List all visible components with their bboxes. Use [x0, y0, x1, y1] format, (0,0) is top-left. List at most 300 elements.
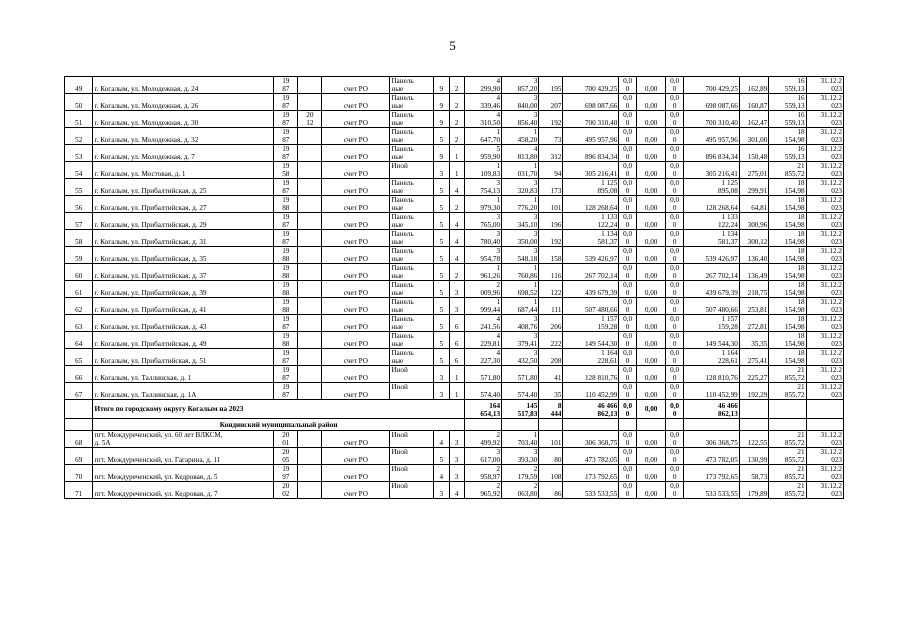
local-budget-cell: 0,0 0 [666, 179, 684, 196]
wall-material-cell: Иной [390, 465, 434, 482]
budget-cell: 0,00 [636, 162, 666, 179]
fund-share-cell: 0,0 0 [619, 465, 637, 482]
cost-cell: 495 957,96 [563, 128, 619, 145]
deadline-cell: 31.12.2 023 [806, 162, 843, 179]
deadline-cell: 31.12.2 023 [806, 332, 843, 349]
table-row [65, 264, 844, 281]
row-number: 56 [65, 196, 93, 213]
budget-cell: 0,00 [636, 230, 666, 247]
address-cell: г. Когалым, ул. Прибалтийская, д. 43 [93, 315, 274, 332]
wall-material-cell: Иной [390, 431, 434, 448]
total-area-cell: 3 954,78 [464, 247, 501, 264]
local-budget-cell: 0,0 0 [666, 247, 684, 264]
residents-cell: 86 [539, 482, 563, 499]
table-row [65, 128, 844, 145]
floors-cell: 5 [434, 196, 449, 213]
deadline-cell: 31.12.2 023 [806, 128, 843, 145]
unit-cost-cell: 300,96 [739, 213, 769, 230]
row-number: 64 [65, 332, 93, 349]
cost-cell: 473 782,05 [563, 448, 619, 465]
total-empty-cell [739, 400, 769, 419]
deadline-cell: 31.12.2 023 [806, 315, 843, 332]
local-budget-cell: 0,0 0 [666, 298, 684, 315]
unit-cost-cell: 122,55 [739, 431, 769, 448]
deadline-cell: 31.12.2 023 [806, 281, 843, 298]
cost-cell: 698 087,66 [563, 94, 619, 111]
year-repair-cell [298, 77, 322, 94]
deadline-cell: 31.12.2 023 [806, 298, 843, 315]
limit-cost-cell: 21 855,72 [769, 366, 806, 383]
budget-cell: 0,00 [636, 465, 666, 482]
budget-cell: 0,00 [636, 128, 666, 145]
table-row [65, 213, 844, 230]
total-area-cell: 1 109,83 [464, 162, 501, 179]
total-area-cell: 574,40 [464, 383, 501, 400]
living-area-cell: 3 548,18 [502, 247, 539, 264]
fund-method-cell: счет РО [322, 366, 390, 383]
budget-cell: 0,00 [636, 247, 666, 264]
wall-material-cell: Панель ные [390, 315, 434, 332]
fund-method-cell: счет РО [322, 482, 390, 499]
deadline-cell: 31.12.2 023 [806, 448, 843, 465]
cost-cell: 507 480,66 [563, 298, 619, 315]
fund-share-cell: 0,0 0 [619, 383, 637, 400]
budget-cell: 0,00 [636, 298, 666, 315]
cost-cell: 110 452,99 [563, 383, 619, 400]
address-cell: пгт. Междуреченский, ул. Гагарина, д. 11 [93, 448, 274, 465]
table-row [65, 349, 844, 366]
capital-repair-table [64, 76, 844, 499]
table-row [65, 383, 844, 400]
total-owner-funds: 46 466 862,13 [683, 400, 739, 419]
table-row [65, 179, 844, 196]
fund-share-cell: 0,0 0 [619, 366, 637, 383]
owner-funds-cell: 305 216,41 [683, 162, 739, 179]
row-number: 49 [65, 77, 93, 94]
deadline-cell: 31.12.2 023 [806, 349, 843, 366]
budget-cell: 0,00 [636, 366, 666, 383]
entrances-cell: 3 [449, 281, 464, 298]
limit-cost-cell: 18 154,98 [769, 230, 806, 247]
residents-cell: 206 [539, 315, 563, 332]
wall-material-cell: Иной [390, 448, 434, 465]
living-area-cell: 1 776,20 [502, 196, 539, 213]
owner-funds-cell: 507 480,66 [683, 298, 739, 315]
limit-cost-cell: 18 154,98 [769, 196, 806, 213]
owner-funds-cell: 1 134 581,37 [683, 230, 739, 247]
address-cell: г. Когалым, ул. Молодежная, д. 32 [93, 128, 274, 145]
row-number: 59 [65, 247, 93, 264]
unit-cost-cell: 162,47 [739, 111, 769, 128]
year-built-cell: 19 97 [274, 465, 298, 482]
entrances-cell: 6 [449, 332, 464, 349]
entrances-cell: 2 [449, 77, 464, 94]
unit-cost-cell: 218,75 [739, 281, 769, 298]
owner-funds-cell: 1 164 228,61 [683, 349, 739, 366]
deadline-cell: 31.12.2 023 [806, 264, 843, 281]
fund-method-cell: счет РО [322, 145, 390, 162]
address-cell: г. Когалым, ул. Молодежная, д. 24 [93, 77, 274, 94]
year-repair-cell [298, 230, 322, 247]
residents-cell: 195 [539, 77, 563, 94]
unit-cost-cell: 162,89 [739, 77, 769, 94]
entrances-cell: 6 [449, 349, 464, 366]
row-number: 52 [65, 128, 93, 145]
address-cell: г. Когалым, ул. Молодежная, д. 30 [93, 111, 274, 128]
cost-cell: 149 544,30 [563, 332, 619, 349]
budget-cell: 0,00 [636, 77, 666, 94]
living-area-cell: 1 031,70 [502, 162, 539, 179]
floors-cell: 5 [434, 264, 449, 281]
owner-funds-cell: 439 679,39 [683, 281, 739, 298]
fund-method-cell: счет РО [322, 298, 390, 315]
fund-method-cell: счет РО [322, 349, 390, 366]
table-row [65, 94, 844, 111]
total-area-cell: 1 961,26 [464, 264, 501, 281]
row-number: 63 [65, 315, 93, 332]
address-cell: пгт. Междуреченский, ул. Кедровая, д. 7 [93, 482, 274, 499]
year-built-cell: 19 87 [274, 145, 298, 162]
fund-share-cell: 0,0 0 [619, 111, 637, 128]
entrances-cell: 4 [449, 247, 464, 264]
fund-method-cell: счет РО [322, 213, 390, 230]
page-number: 5 [449, 38, 456, 53]
total-area-cell: 4 241,56 [464, 315, 501, 332]
unit-cost-cell: 225,27 [739, 366, 769, 383]
wall-material-cell: Панель ные [390, 111, 434, 128]
living-area-cell: 3 408,76 [502, 315, 539, 332]
unit-cost-cell: 299,91 [739, 179, 769, 196]
total-area-cell: 3 754,13 [464, 179, 501, 196]
owner-funds-cell: 533 533,55 [683, 482, 739, 499]
address-cell: г. Когалым, ул. Прибалтийская, д. 25 [93, 179, 274, 196]
budget-cell: 0,00 [636, 264, 666, 281]
table-row [65, 247, 844, 264]
fund-share-cell: 0,0 0 [619, 162, 637, 179]
entrances-cell: 1 [449, 145, 464, 162]
row-number: 57 [65, 213, 93, 230]
fund-share-cell: 0,0 0 [619, 196, 637, 213]
limit-cost-cell: 16 559,13 [769, 77, 806, 94]
living-area-cell: 2 063,80 [502, 482, 539, 499]
floors-cell: 5 [434, 247, 449, 264]
cost-cell: 533 533,55 [563, 482, 619, 499]
deadline-cell: 31.12.2 023 [806, 366, 843, 383]
wall-material-cell: Панель ные [390, 196, 434, 213]
year-built-cell: 19 88 [274, 264, 298, 281]
year-repair-cell [298, 465, 322, 482]
total-area-cell: 4 299,90 [464, 77, 501, 94]
wall-material-cell: Панель ные [390, 213, 434, 230]
living-area-cell: 2 179,59 [502, 465, 539, 482]
local-budget-cell: 0,0 0 [666, 145, 684, 162]
table-row [65, 230, 844, 247]
address-cell: г. Когалым, ул. Прибалтийская, д. 37 [93, 264, 274, 281]
address-cell: г. Когалым, ул. Мостовая, д. 1 [93, 162, 274, 179]
address-cell: г. Когалым, ул. Прибалтийская, д. 31 [93, 230, 274, 247]
limit-cost-cell: 18 154,98 [769, 179, 806, 196]
wall-material-cell: Панель ные [390, 145, 434, 162]
fund-share-cell: 0,0 0 [619, 482, 637, 499]
year-built-cell: 19 88 [274, 247, 298, 264]
fund-share-cell: 0,0 0 [619, 77, 637, 94]
budget-cell: 0,00 [636, 448, 666, 465]
unit-cost-cell: 272,81 [739, 315, 769, 332]
floors-cell: 5 [434, 448, 449, 465]
fund-method-cell: счет РО [322, 465, 390, 482]
limit-cost-cell: 16 559,13 [769, 94, 806, 111]
year-repair-cell [298, 264, 322, 281]
living-area-cell: 1 458,20 [502, 128, 539, 145]
table-row [65, 77, 844, 94]
fund-method-cell: счет РО [322, 94, 390, 111]
table-row [65, 196, 844, 213]
unit-cost-cell: 64,81 [739, 196, 769, 213]
local-budget-cell: 0,0 0 [666, 465, 684, 482]
floors-cell: 5 [434, 315, 449, 332]
limit-cost-cell: 18 154,98 [769, 128, 806, 145]
deadline-cell: 31.12.2 023 [806, 482, 843, 499]
entrances-cell: 4 [449, 179, 464, 196]
fund-share-cell: 0,0 0 [619, 179, 637, 196]
owner-funds-cell: 1 125 895,08 [683, 179, 739, 196]
deadline-cell: 31.12.2 023 [806, 431, 843, 448]
local-budget-cell: 0,0 0 [666, 128, 684, 145]
floors-cell: 5 [434, 349, 449, 366]
limit-cost-cell: 21 855,72 [769, 448, 806, 465]
owner-funds-cell: 149 544,30 [683, 332, 739, 349]
budget-cell: 0,00 [636, 281, 666, 298]
row-number: 50 [65, 94, 93, 111]
total-area-cell: 2 965,92 [464, 482, 501, 499]
limit-cost-cell: 16 559,13 [769, 145, 806, 162]
year-built-cell: 20 02 [274, 482, 298, 499]
limit-cost-cell: 18 154,98 [769, 332, 806, 349]
total-empty-cell [806, 400, 843, 419]
limit-cost-cell: 21 855,72 [769, 383, 806, 400]
row-number: 68 [65, 431, 93, 448]
table-row [65, 448, 844, 465]
year-repair-cell [298, 383, 322, 400]
cost-cell: 128 810,76 [563, 366, 619, 383]
floors-cell: 5 [434, 298, 449, 315]
wall-material-cell: Иной [390, 482, 434, 499]
living-area-cell: 3 379,41 [502, 332, 539, 349]
owner-funds-cell: 698 087,66 [683, 94, 739, 111]
entrances-cell: 3 [449, 448, 464, 465]
total-label: Итого по городскому округу Когалым на 2023 [93, 400, 464, 419]
table-row [65, 465, 844, 482]
cost-cell: 700 429,25 [563, 77, 619, 94]
row-number: 71 [65, 482, 93, 499]
year-repair-cell [298, 366, 322, 383]
cost-cell: 173 792,65 [563, 465, 619, 482]
year-built-cell: 20 05 [274, 448, 298, 465]
year-built-cell: 19 88 [274, 332, 298, 349]
table-row [65, 162, 844, 179]
total-area-cell: 2 499,92 [464, 431, 501, 448]
entrances-cell: 1 [449, 366, 464, 383]
floors-cell: 9 [434, 94, 449, 111]
year-built-cell: 19 87 [274, 383, 298, 400]
local-budget-cell: 0,0 0 [666, 196, 684, 213]
living-area-cell: 1 687,44 [502, 298, 539, 315]
limit-cost-cell: 18 154,98 [769, 349, 806, 366]
cost-cell: 267 702,14 [563, 264, 619, 281]
local-budget-cell: 0,0 0 [666, 94, 684, 111]
address-cell: г. Когалым, ул. Прибалтийская, д. 35 [93, 247, 274, 264]
address-cell: пгт. Междуреченский, ул. 60 лет ВЛКСМ, д. 5А [93, 431, 274, 448]
floors-cell: 4 [434, 431, 449, 448]
limit-cost-cell: 21 855,72 [769, 465, 806, 482]
year-repair-cell [298, 196, 322, 213]
year-repair-cell [298, 482, 322, 499]
unit-cost-cell: 35,35 [739, 332, 769, 349]
living-area-cell: 3 345,10 [502, 213, 539, 230]
address-cell: г. Когалым, ул. Прибалтийская, д. 51 [93, 349, 274, 366]
cost-cell: 1 157 159,28 [563, 315, 619, 332]
residents-cell: 101 [539, 196, 563, 213]
year-repair-cell: 20 12 [298, 111, 322, 128]
floors-cell: 5 [434, 281, 449, 298]
budget-cell: 0,00 [636, 431, 666, 448]
limit-cost-cell: 21 855,72 [769, 162, 806, 179]
table-row [65, 281, 844, 298]
unit-cost-cell: 275,01 [739, 162, 769, 179]
row-number: 65 [65, 349, 93, 366]
residents-cell: 111 [539, 298, 563, 315]
budget-cell: 0,00 [636, 196, 666, 213]
residents-cell: 196 [539, 213, 563, 230]
row-number: 60 [65, 264, 93, 281]
deadline-cell: 31.12.2 023 [806, 179, 843, 196]
local-budget-cell: 0,0 0 [666, 366, 684, 383]
residents-cell: 158 [539, 247, 563, 264]
fund-share-cell: 0,0 0 [619, 230, 637, 247]
fund-method-cell: счет РО [322, 264, 390, 281]
region-header-row [65, 419, 844, 431]
total-local-budget: 0,0 0 [666, 400, 684, 419]
cost-cell: 305 216,41 [563, 162, 619, 179]
year-repair-cell [298, 431, 322, 448]
local-budget-cell: 0,0 0 [666, 230, 684, 247]
fund-share-cell: 0,0 0 [619, 315, 637, 332]
cost-cell: 700 310,40 [563, 111, 619, 128]
cost-cell: 1 133 122,24 [563, 213, 619, 230]
deadline-cell: 31.12.2 023 [806, 111, 843, 128]
owner-funds-cell: 700 310,40 [683, 111, 739, 128]
unit-cost-cell: 150,48 [739, 145, 769, 162]
year-built-cell: 19 87 [274, 77, 298, 94]
entrances-cell: 1 [449, 383, 464, 400]
total-area: 164 654,13 [464, 400, 501, 419]
floors-cell: 4 [434, 465, 449, 482]
residents-cell: 108 [539, 465, 563, 482]
local-budget-cell: 0,0 0 [666, 332, 684, 349]
living-area-cell: 1 760,86 [502, 264, 539, 281]
fund-share-cell: 0,0 0 [619, 145, 637, 162]
deadline-cell: 31.12.2 023 [806, 230, 843, 247]
unit-cost-cell: 301,00 [739, 128, 769, 145]
address-cell: г. Когалым, ул. Прибалтийская, д. 39 [93, 281, 274, 298]
budget-cell: 0,00 [636, 315, 666, 332]
entrances-cell: 2 [449, 264, 464, 281]
total-area-cell: 4 339,46 [464, 94, 501, 111]
cost-cell: 1 164 228,61 [563, 349, 619, 366]
owner-funds-cell: 110 452,99 [683, 383, 739, 400]
fund-method-cell: счет РО [322, 179, 390, 196]
table-row [65, 315, 844, 332]
budget-cell: 0,00 [636, 94, 666, 111]
year-built-cell: 19 88 [274, 281, 298, 298]
fund-share-cell: 0,0 0 [619, 213, 637, 230]
row-number: 58 [65, 230, 93, 247]
total-area-cell: 2 009,96 [464, 281, 501, 298]
fund-method-cell: счет РО [322, 111, 390, 128]
deadline-cell: 31.12.2 023 [806, 196, 843, 213]
living-area-cell: 4 813,80 [502, 145, 539, 162]
fund-share-cell: 0,0 0 [619, 247, 637, 264]
living-area-cell: 3 840,00 [502, 94, 539, 111]
residents-cell: 116 [539, 264, 563, 281]
year-built-cell: 19 87 [274, 111, 298, 128]
fund-method-cell: счет РО [322, 281, 390, 298]
owner-funds-cell: 539 426,97 [683, 247, 739, 264]
fund-method-cell: счет РО [322, 383, 390, 400]
floors-cell: 9 [434, 77, 449, 94]
living-area-cell: 571,80 [502, 366, 539, 383]
residents-cell: 208 [539, 349, 563, 366]
floors-cell: 5 [434, 179, 449, 196]
wall-material-cell: Панель ные [390, 247, 434, 264]
fund-method-cell: счет РО [322, 431, 390, 448]
owner-funds-cell: 306 368,75 [683, 431, 739, 448]
residents-cell: 101 [539, 431, 563, 448]
owner-funds-cell: 896 834,34 [683, 145, 739, 162]
budget-cell: 0,00 [636, 179, 666, 196]
limit-cost-cell: 18 154,98 [769, 315, 806, 332]
living-area-cell: 3 393,30 [502, 448, 539, 465]
cost-cell: 306 368,75 [563, 431, 619, 448]
address-cell: г. Когалым, ул. Прибалтийская, д. 29 [93, 213, 274, 230]
limit-cost-cell: 18 154,98 [769, 281, 806, 298]
owner-funds-cell: 1 157 159,28 [683, 315, 739, 332]
year-built-cell: 19 87 [274, 94, 298, 111]
table-row [65, 111, 844, 128]
row-number: 51 [65, 111, 93, 128]
entrances-cell: 4 [449, 213, 464, 230]
fund-method-cell: счет РО [322, 332, 390, 349]
fund-method-cell: счет РО [322, 315, 390, 332]
unit-cost-cell: 253,81 [739, 298, 769, 315]
cost-cell: 896 834,34 [563, 145, 619, 162]
fund-share-cell: 0,0 0 [619, 128, 637, 145]
address-cell: г. Когалым, ул. Молодежная, д. 7 [93, 145, 274, 162]
living-area-cell: 574,40 [502, 383, 539, 400]
unit-cost-cell: 136,40 [739, 247, 769, 264]
year-built-cell: 19 58 [274, 162, 298, 179]
local-budget-cell: 0,0 0 [666, 77, 684, 94]
local-budget-cell: 0,0 0 [666, 162, 684, 179]
deadline-cell: 31.12.2 023 [806, 213, 843, 230]
row-number: 70 [65, 465, 93, 482]
cost-cell: 439 679,39 [563, 281, 619, 298]
row-number: 53 [65, 145, 93, 162]
total-area-cell: 3 765,00 [464, 213, 501, 230]
living-area-cell: 3 350,00 [502, 230, 539, 247]
limit-cost-cell: 18 154,98 [769, 247, 806, 264]
floors-cell: 5 [434, 213, 449, 230]
